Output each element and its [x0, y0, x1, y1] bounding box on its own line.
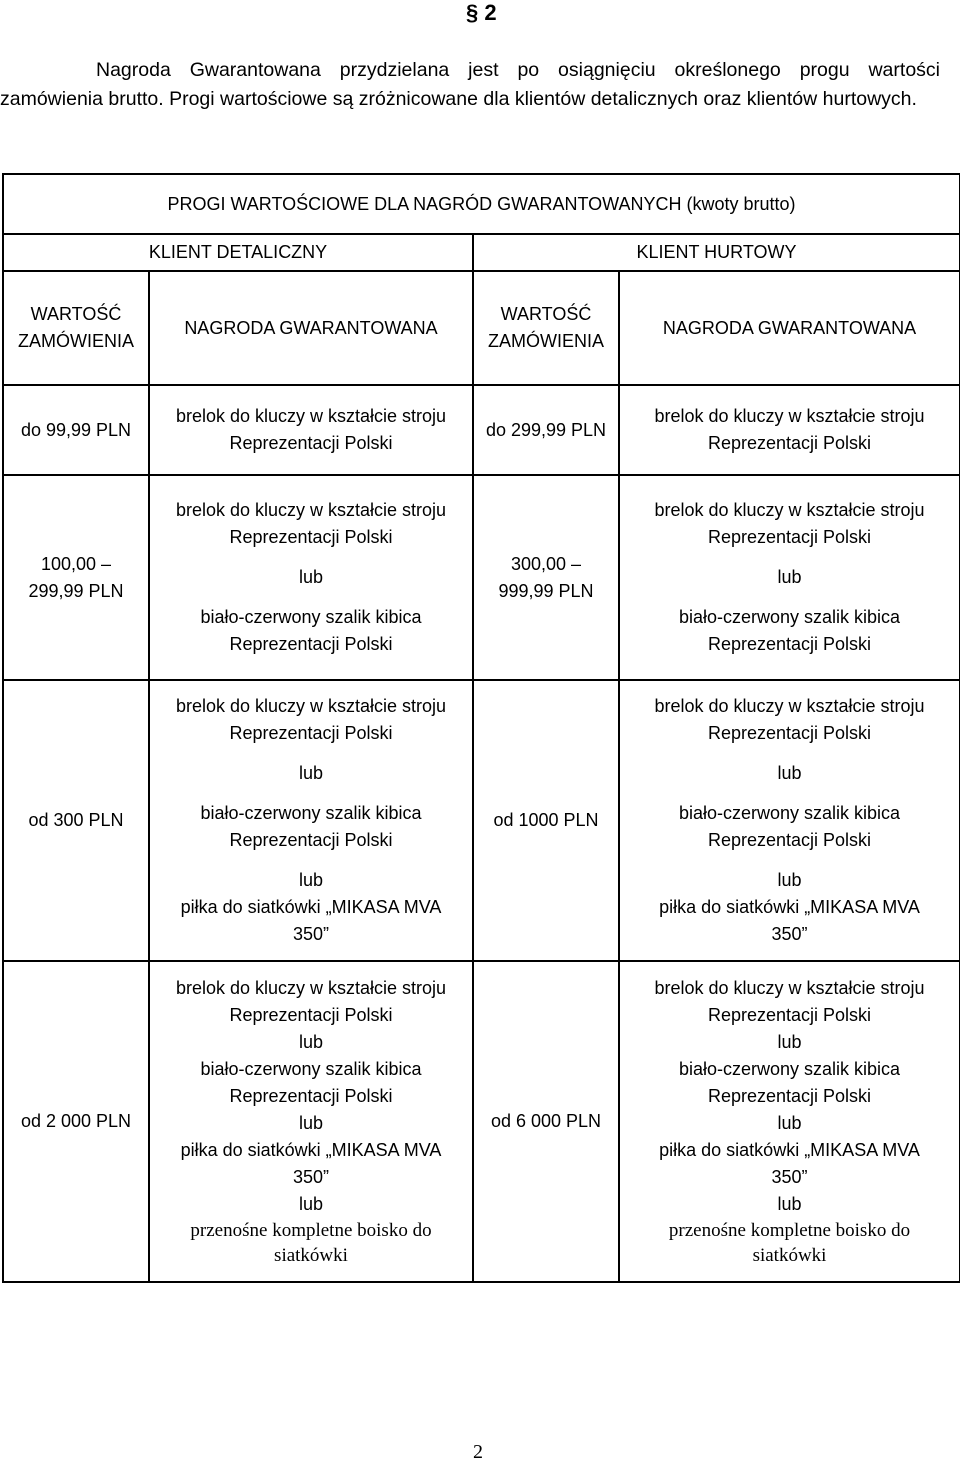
prize-line: brelok do kluczy w kształcie stroju	[654, 978, 925, 998]
or-line: lub	[298, 1113, 324, 1133]
prize-line: przenośne kompletne boisko do	[668, 1220, 911, 1241]
prize-line: Reprezentacji Polski	[229, 433, 393, 453]
prize-line: brelok do kluczy w kształcie stroju	[175, 406, 447, 426]
or-line: lub	[777, 1032, 802, 1052]
table-row	[3, 680, 960, 961]
prize-cell	[149, 680, 473, 961]
prize-line: brelok do kluczy w kształcie stroju	[654, 500, 925, 520]
prize-line: brelok do kluczy w kształcie stroju	[654, 406, 925, 426]
prize-line: 350”	[292, 1167, 330, 1187]
prize-line: Reprezentacji Polski	[707, 527, 872, 547]
spacer	[624, 591, 955, 604]
prize-line: brelok do kluczy w kształcie stroju	[175, 696, 447, 716]
prize-line: brelok do kluczy w kształcie stroju	[175, 500, 447, 520]
col-header-retail-prize: NAGRODA GWARANTOWANA	[149, 271, 473, 385]
threshold-line: 100,00 –	[40, 553, 112, 574]
prize-line: 350”	[292, 924, 330, 944]
or-line: lub	[298, 763, 324, 783]
col-header-wholesale-prize: NAGRODA GWARANTOWANA	[619, 271, 960, 385]
spacer	[154, 854, 468, 867]
or-line: lub	[298, 1194, 324, 1214]
or-line: lub	[298, 1032, 324, 1052]
prize-line: biało-czerwony szalik kibica	[678, 803, 901, 823]
prize-line: Reprezentacji Polski	[229, 1086, 393, 1106]
page-number: 2	[473, 1441, 483, 1463]
or-line: lub	[777, 1194, 802, 1214]
table-title: PROGI WARTOŚCIOWE DLA NAGRÓD GWARANTOWANYCH (kwoty brutto)	[3, 174, 960, 234]
or-line: lub	[777, 1113, 802, 1133]
spacer	[624, 854, 955, 867]
threshold-line: 299,99 PLN	[28, 580, 124, 601]
table-row	[3, 961, 960, 1282]
spacer	[154, 747, 468, 760]
prize-line: Reprezentacji Polski	[229, 723, 393, 743]
prize-line: biało-czerwony szalik kibica	[678, 1059, 901, 1079]
prize-line: Reprezentacji Polski	[229, 527, 393, 547]
threshold-cell: od 6 000 PLN	[473, 961, 619, 1282]
spacer	[154, 551, 468, 564]
col-header-line: ZAMÓWIENIA	[488, 331, 604, 351]
col-header-line: WARTOŚĆ	[500, 304, 592, 324]
prize-line: biało-czerwony szalik kibica	[200, 607, 422, 627]
prize-line: 350”	[771, 924, 808, 944]
group-wholesale: KLIENT HURTOWY	[473, 234, 960, 271]
prize-line: 350”	[771, 1167, 808, 1187]
group-retail: KLIENT DETALICZNY	[3, 234, 473, 271]
or-line: lub	[777, 763, 802, 783]
prize-cell	[619, 475, 960, 680]
prize-line: Reprezentacji Polski	[707, 723, 872, 743]
prize-cell	[149, 475, 473, 680]
col-header-line: WARTOŚĆ	[30, 304, 122, 324]
col-header-wholesale-value	[473, 271, 619, 385]
prize-line: Reprezentacji Polski	[707, 1086, 872, 1106]
spacer	[624, 787, 955, 800]
prize-line: biało-czerwony szalik kibica	[200, 803, 422, 823]
col-header-line: ZAMÓWIENIA	[18, 331, 134, 351]
intro-paragraph	[0, 56, 940, 114]
prize-thresholds-table	[2, 173, 960, 1283]
prize-line: piłka do siatkówki „MIKASA MVA	[180, 1140, 442, 1160]
or-line: lub	[777, 567, 802, 587]
threshold-cell: od 300 PLN	[3, 680, 149, 961]
prize-line: siatkówki	[752, 1245, 827, 1266]
spacer	[154, 787, 468, 800]
prize-line: biało-czerwony szalik kibica	[200, 1059, 422, 1079]
table-row	[3, 475, 960, 680]
prize-line: piłka do siatkówki „MIKASA MVA	[659, 1140, 920, 1160]
spacer	[624, 747, 955, 760]
prize-line: Reprezentacji Polski	[229, 830, 393, 850]
prize-line: Reprezentacji Polski	[707, 634, 872, 654]
prize-line: Reprezentacji Polski	[707, 1005, 872, 1025]
spacer	[154, 591, 468, 604]
or-line: lub	[298, 567, 324, 587]
prize-line: biało-czerwony szalik kibica	[678, 607, 901, 627]
table-row	[3, 385, 960, 475]
prize-cell	[149, 385, 473, 475]
prize-line: przenośne kompletne boisko do	[190, 1220, 432, 1241]
prize-line: siatkówki	[274, 1245, 348, 1266]
prize-cell	[619, 385, 960, 475]
spacer	[624, 551, 955, 564]
threshold-cell	[473, 475, 619, 680]
threshold-cell: od 1000 PLN	[473, 680, 619, 961]
threshold-cell	[3, 475, 149, 680]
threshold-cell: do 99,99 PLN	[3, 385, 149, 475]
prize-cell	[619, 961, 960, 1282]
section-mark: § 2	[466, 0, 497, 25]
prize-line: brelok do kluczy w kształcie stroju	[654, 696, 925, 716]
prize-line: Reprezentacji Polski	[229, 1005, 393, 1025]
threshold-line: 999,99 PLN	[498, 580, 594, 601]
threshold-cell: do 299,99 PLN	[473, 385, 619, 475]
prize-line: Reprezentacji Polski	[229, 634, 393, 654]
prize-line: Reprezentacji Polski	[707, 433, 872, 453]
prize-cell	[149, 961, 473, 1282]
or-line: lub	[777, 870, 802, 890]
intro-text: Nagroda Gwarantowana przydzielana jest po osiągnięciu określonego progu wartości zamówienia brutto. Progi wartościowe są zróżnicowane dla klientów detalicznych oraz klientów hurtowych.	[0, 59, 940, 110]
threshold-cell: od 2 000 PLN	[3, 961, 149, 1282]
prize-line: piłka do siatkówki „MIKASA MVA	[659, 897, 920, 917]
prize-line: brelok do kluczy w kształcie stroju	[175, 978, 447, 998]
prize-line: Reprezentacji Polski	[707, 830, 872, 850]
or-line: lub	[298, 870, 324, 890]
prize-cell	[619, 680, 960, 961]
prize-line: piłka do siatkówki „MIKASA MVA	[180, 897, 442, 917]
col-header-retail-value	[3, 271, 149, 385]
threshold-line: 300,00 –	[510, 553, 582, 574]
